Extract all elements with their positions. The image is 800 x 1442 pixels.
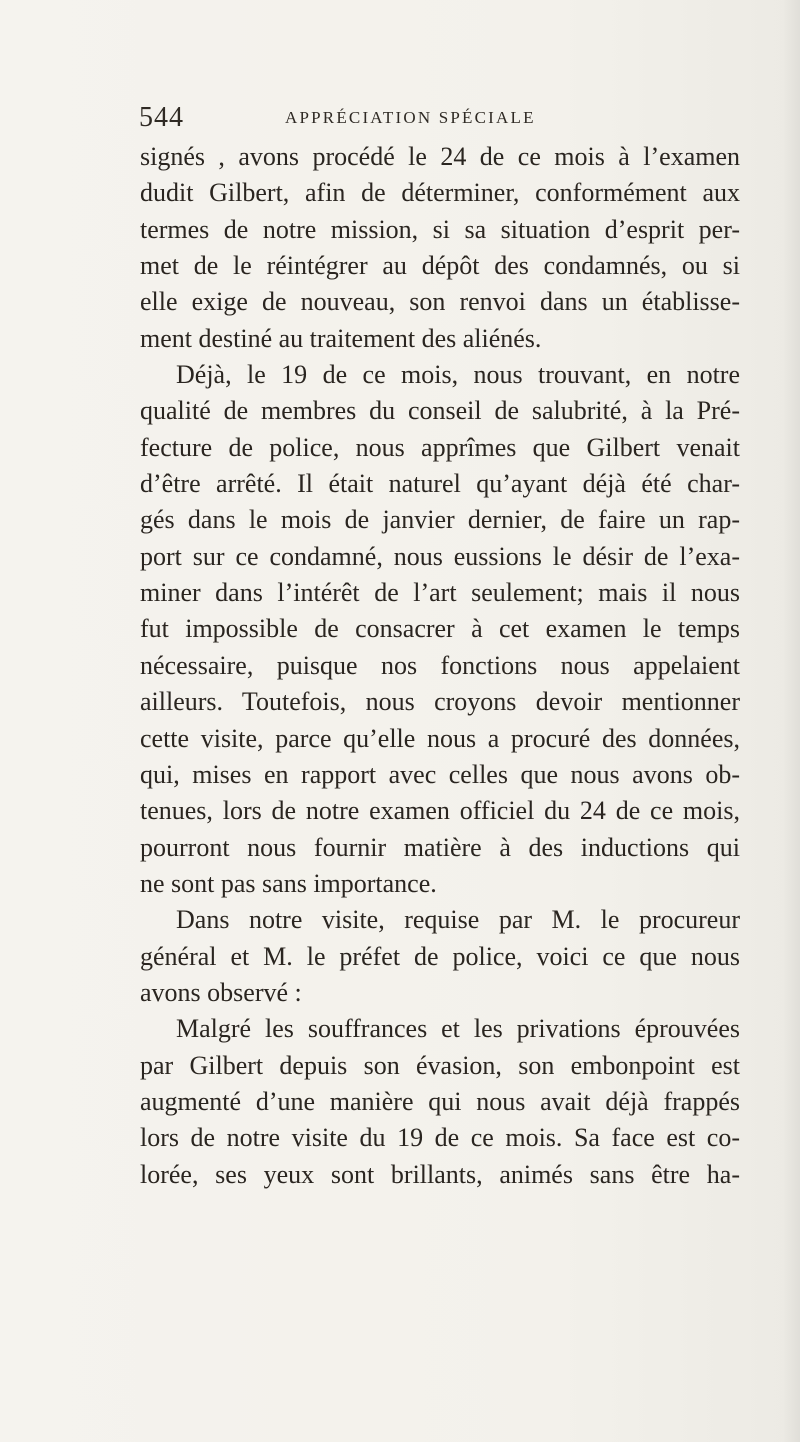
page-edge-shadow	[782, 0, 800, 1442]
text-line: qui, mises en rapport avec celles que nous avons ob-	[140, 759, 740, 789]
paragraph-end-line: ne sont pas sans importance.	[140, 868, 437, 898]
text-line: cette visite, parce qu’elle nous a procuré des données,	[140, 723, 740, 753]
text-line: fut impossible de consacrer à cet examen le temps	[140, 614, 740, 644]
paragraph-start-line: Dans notre visite, requise par M. le procureur	[176, 905, 740, 935]
paragraph-start-line: Déjà, le 19 de ce mois, nous trouvant, en notre	[176, 360, 740, 390]
text-line: d’être arrêté. Il était naturel qu’ayant déjà été char-	[140, 469, 740, 499]
text-line: nécessaire, puisque nos fonctions nous appelaient	[140, 650, 740, 680]
text-line: lorée, ses yeux sont brillants, animés sans être ha-	[140, 1159, 740, 1189]
text-line: général et M. le préfet de police, voici ce que nous	[140, 941, 740, 971]
text-line: signés , avons procédé le 24 de ce mois à l’examen	[140, 142, 740, 171]
text-line: termes de notre mission, si sa situation d’esprit per-	[140, 214, 740, 244]
paragraph-end-line: avons observé :	[140, 977, 302, 1007]
text-line: dudit Gilbert, afin de déterminer, conformément aux	[140, 178, 740, 208]
text-line: pourront nous fournir matière à des inductions qui	[140, 832, 740, 862]
text-line: lors de notre visite du 19 de ce mois. Sa face est co-	[140, 1123, 740, 1153]
text-line: fecture de police, nous apprîmes que Gilbert venait	[140, 432, 740, 462]
text-line: elle exige de nouveau, son renvoi dans un établisse-	[140, 287, 740, 317]
paragraph-end-line: ment destiné au traitement des aliénés.	[140, 323, 542, 353]
text-line: gés dans le mois de janvier dernier, de faire un rap-	[140, 505, 740, 535]
paragraph-start-line: Malgré les souffrances et les privations éprouvées	[176, 1014, 740, 1044]
text-line: port sur ce condamné, nous eussions le désir de l’exa-	[140, 541, 740, 571]
text-line: met de le réintégrer au dépôt des condamnés, ou si	[140, 251, 740, 281]
page-number: 544	[139, 102, 184, 133]
text-line: ailleurs. Toutefois, nous croyons devoir mentionner	[140, 687, 740, 717]
text-line: augmenté d’une manière qui nous avait déjà frappés	[140, 1086, 740, 1116]
text-line: par Gilbert depuis son évasion, son embonpoint est	[140, 1050, 740, 1080]
page-header	[139, 100, 759, 136]
text-line: qualité de membres du conseil de salubrité, à la Pré-	[140, 396, 740, 426]
text-line: tenues, lors de notre examen officiel du 24 de ce mois,	[140, 796, 740, 826]
text-line: miner dans l’intérêt de l’art seulement; mais il nous	[140, 578, 740, 608]
running-head: APPRÉCIATION SPÉCIALE	[285, 108, 536, 127]
body-text	[140, 139, 740, 1193]
